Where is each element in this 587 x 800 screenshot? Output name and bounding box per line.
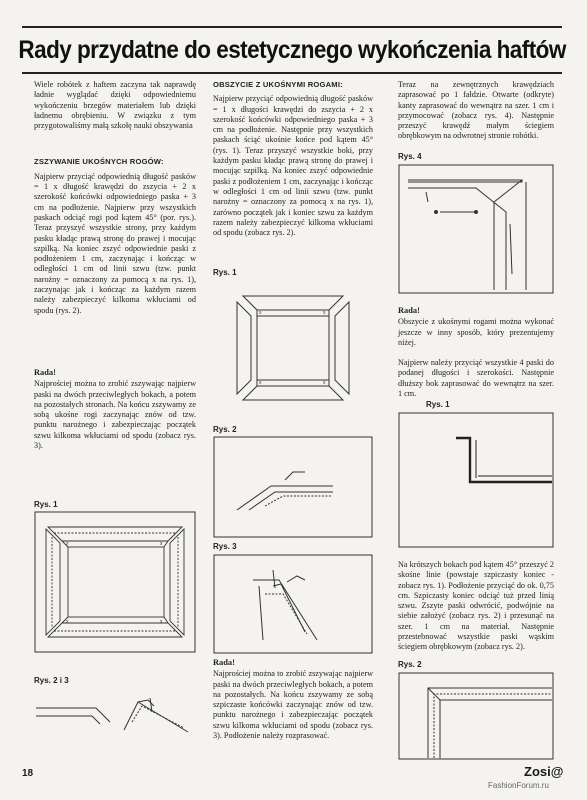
fig-label-col3-1: Rys. 1 — [426, 400, 450, 409]
svg-text:x: x — [323, 380, 326, 386]
svg-text:x: x — [160, 541, 163, 547]
figure-frame-corners — [34, 511, 196, 653]
page-title: Rady przydatne do estetycznego wykończenia haftów — [18, 35, 566, 64]
tip-label: Rada! — [213, 658, 235, 667]
fig-label-1: Rys. 1 — [34, 500, 58, 509]
intro-text: Wiele robótek z haftem zaczyna tak naprawdę ładnie wyglądać dzięki odpowiedniemu wykończeniu brzegów materiałem lub dzięki ładnemu obrębieniu. W związku z tym przygotowaliśmy małą szkołę nauki obszywania — [34, 80, 196, 131]
svg-text:x: x — [259, 380, 262, 386]
tip-text: Najprościej można to zrobić zszywając najpierw paski na dwóch przeciwległych bokach, a potem na pozostałych. Na końcu zszywamy ze sobą szpiczaste końcówki zaczynając znów od tzw. punktu narożnego i zabezpieczając początek szwu kilkoma wkłuciami od spodu (zobacz rys. 3). Podłożenie należy rozprasować. — [213, 669, 373, 741]
fig-label-col2-1: Rys. 1 — [213, 268, 237, 277]
fig-label-2-3: Rys. 2 i 3 — [34, 676, 69, 685]
section-body: Najpierw przyciąć odpowiednią długość pasków = 1 x długości krawędzi do zszycia + 2 x szerokość końcówki odpowiedniego paska + 3 cm na podłożenie. Następnie przy wszystkich paskach ściąć ukośnie końce pod kątem 45° (rys. 1). Teraz przyszyć wszystkie boki, przy każdym pasku kładąc prawą stronę do prawej i mocując szpilką. Na koniec zszyć odpowiednie paski z podłożeniem 1 cm, zaczynając i kończąc w odległości 1 cm od linii szwu (tzw. punkt narożny = oznaczony za pomocą x na rys. 1), zarówno początek jak i koniec szwu za każdym razem należy zabezpieczyć kilkoma wkłuciami od spodu (zobacz rys. 2). — [213, 94, 373, 238]
section-heading-diagonal-corners: ZSZYWANIE UKOŚNYCH ROGÓW: — [34, 157, 164, 167]
column-2-tip — [213, 658, 373, 747]
column-3-lower — [398, 560, 554, 659]
section-heading-mitered-binding: OBSZYCIE Z UKOŚNYMI ROGAMI: — [213, 80, 343, 89]
page-number: 18 — [22, 768, 34, 779]
watermark: FashionForum.ru — [488, 781, 549, 790]
fig-label-4: Rys. 4 — [398, 152, 422, 161]
tip-text: Najprościej można to zrobić zszywając najpierw paski na dwóch przeciwległych bokach, a potem na pozostałych stronach. Na końcu zszywamy ze sobą ukośne rogi zaczynając znów od tzw. punktu narożnego i zabezpieczając początek szwu kilkoma wkłuciami od spodu (zobacz rys. 3). — [34, 379, 196, 451]
fig-label-col3-2: Rys. 2 — [398, 660, 422, 669]
figure-fold-4 — [398, 164, 554, 294]
section-body-2: Na krótszych bokach pod kątem 45° przeszyć 2 skośne linie (powstaje szpiczasty koniec - zobacz rys. 1). Podłożenie przyciąć do ok. 0,75 cm. Szpiczasty koniec odciąć tuż przed linią szwu. Zszyte paski odwrócić, podwójnie na siebie założyć (zobacz rys. 2) i przesunąć na szer. 1 cm na materiał. Następnie przestebnować wszystkie paski wąskim ściegiem obrębkowym (zobacz rys. 2). — [398, 560, 554, 652]
figure-strip-2 — [398, 672, 554, 760]
section-body: Najpierw należy przyciąć wszystkie 4 paski do podanej długości i szerokości. Następnie dłuższy bok zaprasować do wewnątrz na szer. 1 cm. — [398, 358, 554, 399]
column-3 — [398, 80, 554, 148]
figure-strip-1 — [398, 412, 554, 548]
intro-text: Teraz na zewnętrznych krawędziach zaprasować po 1 fałdzie. Otwarte (odkryte) kanty zaprasować do wewnątrz na szer. 1 cm i przymocować (zobacz rys. 4). Następnie przeszyć krawędź małym ściegiem obrębkowym na odwrotnej stronie robótki. — [398, 80, 554, 141]
svg-text:x: x — [259, 310, 262, 316]
column-3-middle — [398, 306, 554, 405]
brand-logo: Zosi@ — [524, 764, 564, 779]
figure-stitch-2 — [213, 436, 373, 538]
fig-label-col2-3: Rys. 3 — [213, 542, 237, 551]
svg-text:x: x — [160, 619, 163, 625]
svg-text:x: x — [66, 619, 69, 625]
tip-text: Obszycie z ukośnymi rogami można wykonać jeszcze w inny sposób, który prezentujemy niżej. — [398, 317, 554, 347]
column-2 — [213, 80, 373, 244]
figure-stitch-3 — [213, 554, 373, 654]
title-band — [18, 26, 566, 74]
figure-seams-2-3 — [34, 688, 196, 738]
tip-label: Rada! — [398, 306, 420, 315]
column-1 — [34, 80, 196, 457]
svg-text:x: x — [66, 541, 69, 547]
figure-mitered-frame — [213, 280, 373, 416]
fig-label-col2-2: Rys. 2 — [213, 425, 237, 434]
svg-text:x: x — [323, 310, 326, 316]
section-body: Najpierw przyciąć odpowiednią długość pasków = 1 x długość krawędzi do zszycia + 2 x szerokość końcówki odpowiedniego paska + 3 cm na podłożenie. Najpierw przy wszystkich paskach odciąć rogi pod kątem 45° (por. rys.). Teraz przyszyć wszystkie strony, przy każdym pasku kładąc prawą stronę do prawej i mocując szpilką. Na koniec zszyć odpowiednie paski z podłożeniem 1 cm, zaczynając i kończąc w odległości 1 cm od linii szwu (tzw. punkt narożny = oznaczony za pomocą x na rys. 1), zaczynając jak i kończąc za każdym razem należy zabezpieczyć kilkoma wkłuciami od spodu (rys. 2). — [34, 171, 196, 315]
tip-label: Rada! — [34, 367, 56, 377]
